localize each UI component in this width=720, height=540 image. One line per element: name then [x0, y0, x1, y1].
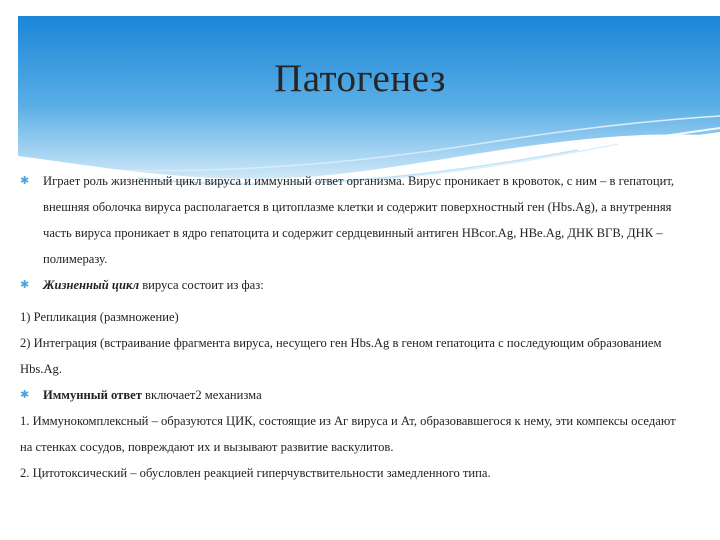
bullet3-text: включает2 механизма — [141, 388, 262, 402]
phase-replication: 1) Репликация (размножение) — [20, 310, 179, 324]
bullet-lifecycle-phases — [20, 272, 680, 298]
bullet-lifecycle-immune — [20, 168, 680, 272]
bullet-icon: ✱ — [20, 279, 30, 291]
bullet-icon: ✱ — [20, 175, 30, 187]
mechanism-immunocomplex: 1. Иммунокомплексный – образуются ЦИК, состоящие из Аг вируса и Ат, образовавшегося к нему, эти компексы оседают на стенках сосудов, повреждают их и вызывают развитие васкулитов. — [20, 414, 676, 454]
slide-title: Патогенез — [274, 57, 446, 100]
bullet3-bold: Иммунный ответ — [43, 388, 142, 402]
slide-content — [20, 168, 680, 486]
bullet2-bold: Жизненный цикл — [43, 278, 140, 292]
bullet1-text: Играет роль жизненный цикл вируса и иммунный ответ организма. Вирус проникает в кровоток, с ним – в гепатоцит, внешняя оболочка вируса располагается в цитоплазме клетки и содержит поверхностный ген (Hbs.Ag), а внутренняя часть вируса проникает в ядро гепатоцита и содержит сердцевинный антиген HBcor.Ag, HBe.Ag, ДНК ВГВ, ДНК – полимеразу. — [43, 174, 675, 266]
bullet2-text: вируса состоит из фаз: — [139, 278, 264, 292]
mechanism-cytotoxic: 2. Цитотоксический – обусловлен реакцией гиперчувствительности замедленного типа. — [20, 466, 491, 480]
bullet-icon: ✱ — [20, 389, 30, 401]
bullet-immune-response — [20, 382, 680, 408]
phase-integration: 2) Интеграция (встраивание фрагмента вируса, несущего ген Hbs.Ag в геном гепатоцита с последующим образованием Hbs.Ag. — [20, 336, 662, 376]
